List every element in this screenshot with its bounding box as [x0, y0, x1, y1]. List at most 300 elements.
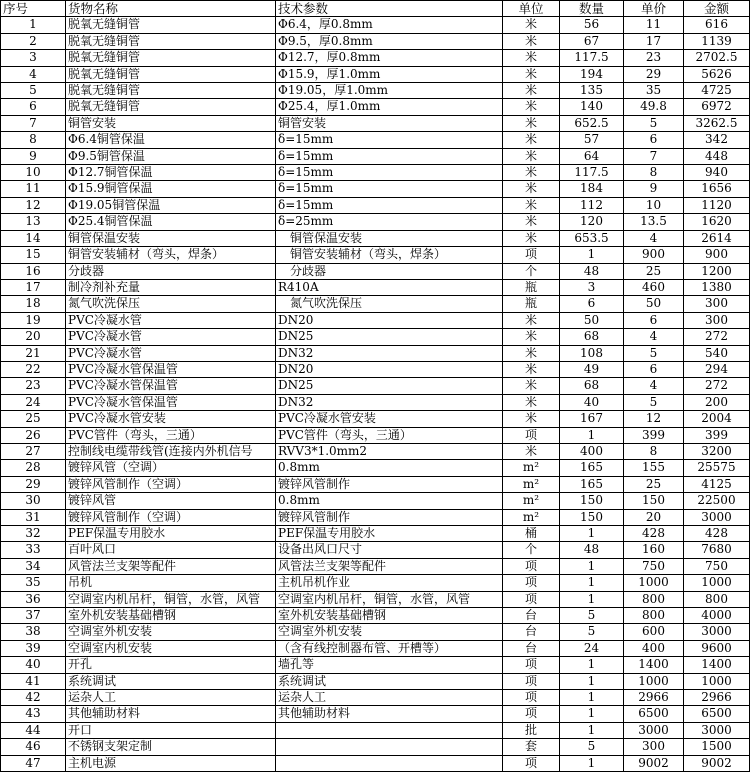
cell-unit: 项 [503, 657, 560, 673]
cell-spec: 0.8mm [276, 460, 503, 476]
cell-unit-price: 6 [624, 132, 684, 148]
cell-spec: 铜管安装辅材（弯头，焊条） [276, 247, 503, 263]
cell-quantity: 64 [560, 148, 624, 164]
cell-index: 31 [1, 509, 66, 525]
cell-spec: Φ6.4，厚0.8mm [276, 17, 503, 33]
cell-unit: m² [503, 476, 560, 492]
table-row [1, 673, 750, 689]
table-row [1, 378, 750, 394]
cell-index: 43 [1, 706, 66, 722]
cell-unit: 米 [503, 230, 560, 246]
cell-amount: 25575 [684, 460, 750, 476]
table-row [1, 66, 750, 82]
cell-item-name: 空调室内机安装 [66, 640, 276, 656]
cell-quantity: 150 [560, 493, 624, 509]
cell-amount: 9002 [684, 755, 750, 771]
cell-unit: 米 [503, 312, 560, 328]
cell-unit: 米 [503, 394, 560, 410]
cell-quantity: 5 [560, 624, 624, 640]
cell-index: 34 [1, 558, 66, 574]
table-row [1, 361, 750, 377]
cell-unit: 项 [503, 706, 560, 722]
cell-item-name: PVC冷凝水管保温管 [66, 394, 276, 410]
table-row [1, 279, 750, 295]
cell-quantity: 120 [560, 214, 624, 230]
table-row [1, 296, 750, 312]
cell-spec: 其他辅助材料 [276, 706, 503, 722]
cell-item-name: 制冷剂补充量 [66, 279, 276, 295]
cell-unit: m² [503, 493, 560, 509]
header-unit-price: 单价 [624, 1, 684, 17]
cell-index: 9 [1, 148, 66, 164]
cell-item-name: PEF保温专用胶水 [66, 526, 276, 542]
cell-unit: 个 [503, 263, 560, 279]
cell-index: 30 [1, 493, 66, 509]
cell-unit: 米 [503, 411, 560, 427]
cell-unit: 台 [503, 608, 560, 624]
table-row [1, 181, 750, 197]
cell-item-name: 开口 [66, 722, 276, 738]
cell-unit-price: 9002 [624, 755, 684, 771]
cell-spec: DN25 [276, 378, 503, 394]
cell-unit-price: 6500 [624, 706, 684, 722]
cell-spec [276, 739, 503, 755]
cell-unit: 项 [503, 575, 560, 591]
cell-quantity: 1 [560, 657, 624, 673]
cell-unit: 台 [503, 640, 560, 656]
cell-amount: 2004 [684, 411, 750, 427]
cell-unit-price: 5 [624, 394, 684, 410]
table-row [1, 165, 750, 181]
table-row [1, 50, 750, 66]
table-row [1, 526, 750, 542]
cell-item-name: Φ19.05铜管保温 [66, 197, 276, 213]
cell-quantity: 1 [560, 575, 624, 591]
cell-index: 33 [1, 542, 66, 558]
cell-spec: Φ19.05，厚1.0mm [276, 83, 503, 99]
table-body [1, 17, 750, 772]
cell-spec: DN20 [276, 312, 503, 328]
cell-index: 10 [1, 165, 66, 181]
cell-item-name: 控制线电缆带线管(连接内外机信号 [66, 443, 276, 459]
cell-unit: 米 [503, 181, 560, 197]
cell-item-name: PVC冷凝水管 [66, 312, 276, 328]
cell-spec: 氮气吹洗保压 [276, 296, 503, 312]
cell-spec: DN32 [276, 345, 503, 361]
cell-index: 14 [1, 230, 66, 246]
cell-unit: 米 [503, 66, 560, 82]
cell-spec: R410A [276, 279, 503, 295]
table-row [1, 411, 750, 427]
cell-spec: 空调室外机安装 [276, 624, 503, 640]
cell-item-name: 脱氧无缝铜管 [66, 83, 276, 99]
cell-spec: PEF保温专用胶水 [276, 526, 503, 542]
cell-unit: 米 [503, 17, 560, 33]
cell-amount: 1200 [684, 263, 750, 279]
cell-index: 28 [1, 460, 66, 476]
table-row [1, 706, 750, 722]
cell-index: 19 [1, 312, 66, 328]
cell-amount: 1139 [684, 33, 750, 49]
cell-quantity: 184 [560, 181, 624, 197]
table-row [1, 460, 750, 476]
cell-amount: 300 [684, 296, 750, 312]
cell-spec: DN20 [276, 361, 503, 377]
cell-item-name: 空调室外机安装 [66, 624, 276, 640]
cell-unit: 米 [503, 83, 560, 99]
cell-index: 36 [1, 591, 66, 607]
cell-unit-price: 50 [624, 296, 684, 312]
cell-item-name: PVC冷凝水管保温管 [66, 378, 276, 394]
cell-index: 21 [1, 345, 66, 361]
cell-quantity: 1 [560, 706, 624, 722]
table-row [1, 558, 750, 574]
cell-spec: 墙孔等 [276, 657, 503, 673]
cell-spec: 设备出风口尺寸 [276, 542, 503, 558]
cell-item-name: PVC冷凝水管 [66, 329, 276, 345]
cell-amount: 3000 [684, 624, 750, 640]
cell-unit-price: 150 [624, 493, 684, 509]
cell-item-name: Φ6.4铜管保温 [66, 132, 276, 148]
cell-amount: 900 [684, 247, 750, 263]
cell-unit-price: 800 [624, 591, 684, 607]
cell-unit: 米 [503, 329, 560, 345]
cell-unit: 套 [503, 739, 560, 755]
cell-unit: 米 [503, 115, 560, 131]
cell-unit: 米 [503, 443, 560, 459]
cell-spec: PVC冷凝水管安装 [276, 411, 503, 427]
cell-item-name: 空调室内机吊杆，铜管，水管，风管 [66, 591, 276, 607]
cell-amount: 200 [684, 394, 750, 410]
cell-item-name: 脱氧无缝铜管 [66, 33, 276, 49]
cell-item-name: 不锈钢支架定制 [66, 739, 276, 755]
header-index: 序号 [1, 1, 66, 17]
cell-index: 27 [1, 443, 66, 459]
cell-unit: 项 [503, 755, 560, 771]
header-spec: 技术参数 [276, 1, 503, 17]
cell-index: 23 [1, 378, 66, 394]
cell-quantity: 1 [560, 427, 624, 443]
cell-index: 46 [1, 739, 66, 755]
cell-spec: PVC管件（弯头，三通） [276, 427, 503, 443]
cell-item-name: 铜管保温安装 [66, 230, 276, 246]
cell-unit-price: 13.5 [624, 214, 684, 230]
cell-spec: 主机吊机作业 [276, 575, 503, 591]
cell-unit: 桶 [503, 526, 560, 542]
cell-quantity: 167 [560, 411, 624, 427]
cell-index: 12 [1, 197, 66, 213]
cell-amount: 4000 [684, 608, 750, 624]
cell-unit-price: 23 [624, 50, 684, 66]
cell-item-name: 系统调试 [66, 673, 276, 689]
cell-quantity: 400 [560, 443, 624, 459]
cell-spec: Φ15.9，厚1.0mm [276, 66, 503, 82]
table-row [1, 197, 750, 213]
cell-unit-price: 1400 [624, 657, 684, 673]
cell-amount: 800 [684, 591, 750, 607]
table-row [1, 312, 750, 328]
cell-quantity: 117.5 [560, 50, 624, 66]
table-row [1, 493, 750, 509]
cell-amount: 3000 [684, 722, 750, 738]
table-row [1, 329, 750, 345]
cell-index: 2 [1, 33, 66, 49]
cell-unit-price: 300 [624, 739, 684, 755]
table-row [1, 148, 750, 164]
cell-unit-price: 6 [624, 361, 684, 377]
cell-unit: 台 [503, 624, 560, 640]
cell-unit: 项 [503, 247, 560, 263]
cell-spec: 系统调试 [276, 673, 503, 689]
cell-quantity: 68 [560, 329, 624, 345]
cell-unit: 米 [503, 99, 560, 115]
table-row [1, 591, 750, 607]
cell-item-name: 镀锌风管制作（空调） [66, 476, 276, 492]
cell-spec: δ=15mm [276, 132, 503, 148]
cell-item-name: 主机电源 [66, 755, 276, 771]
cell-unit: 瓶 [503, 279, 560, 295]
cell-unit-price: 9 [624, 181, 684, 197]
table-row [1, 509, 750, 525]
cell-item-name: 镀锌风管 [66, 493, 276, 509]
cell-unit-price: 428 [624, 526, 684, 542]
table-row [1, 755, 750, 771]
cell-unit: 项 [503, 427, 560, 443]
table-row [1, 476, 750, 492]
cell-unit-price: 4 [624, 230, 684, 246]
table-row [1, 443, 750, 459]
cell-unit-price: 399 [624, 427, 684, 443]
table-row [1, 17, 750, 33]
table-row [1, 83, 750, 99]
cell-item-name: 室外机安装基础槽钢 [66, 608, 276, 624]
cell-spec: 镀锌风管制作 [276, 476, 503, 492]
table-row [1, 99, 750, 115]
cell-unit: 米 [503, 165, 560, 181]
cell-spec: 分歧器 [276, 263, 503, 279]
cell-unit-price: 155 [624, 460, 684, 476]
cell-quantity: 140 [560, 99, 624, 115]
table-row [1, 640, 750, 656]
cell-amount: 4125 [684, 476, 750, 492]
cell-spec: 室外机安装基础槽钢 [276, 608, 503, 624]
cell-unit-price: 5 [624, 115, 684, 131]
cell-quantity: 1 [560, 591, 624, 607]
cell-unit: 米 [503, 214, 560, 230]
cell-unit: m² [503, 509, 560, 525]
cell-unit-price: 750 [624, 558, 684, 574]
cell-unit-price: 49.8 [624, 99, 684, 115]
cell-amount: 6500 [684, 706, 750, 722]
cell-amount: 1000 [684, 673, 750, 689]
table-header-row [1, 1, 750, 17]
cell-unit-price: 8 [624, 165, 684, 181]
cell-index: 24 [1, 394, 66, 410]
cell-item-name: 脱氧无缝铜管 [66, 66, 276, 82]
cell-quantity: 108 [560, 345, 624, 361]
cell-spec: δ=15mm [276, 197, 503, 213]
cell-unit-price: 460 [624, 279, 684, 295]
cell-index: 3 [1, 50, 66, 66]
cell-index: 1 [1, 17, 66, 33]
cell-amount: 1380 [684, 279, 750, 295]
cell-spec: （含有线控制器布管、开槽等） [276, 640, 503, 656]
cell-amount: 448 [684, 148, 750, 164]
cell-unit-price: 4 [624, 329, 684, 345]
cell-amount: 9600 [684, 640, 750, 656]
cell-spec: Φ25.4，厚1.0mm [276, 99, 503, 115]
cell-amount: 4725 [684, 83, 750, 99]
cell-quantity: 135 [560, 83, 624, 99]
header-amount: 金额 [684, 1, 750, 17]
cell-spec [276, 755, 503, 771]
cell-item-name: 氮气吹洗保压 [66, 296, 276, 312]
cell-spec: 镀锌风管制作 [276, 509, 503, 525]
cell-amount: 1400 [684, 657, 750, 673]
cell-quantity: 1 [560, 673, 624, 689]
table-row [1, 542, 750, 558]
cell-item-name: PVC冷凝水管保温管 [66, 361, 276, 377]
cell-unit: 米 [503, 361, 560, 377]
cell-quantity: 1 [560, 722, 624, 738]
cell-item-name: 脱氧无缝铜管 [66, 99, 276, 115]
cell-unit-price: 3000 [624, 722, 684, 738]
cell-item-name: PVC冷凝水管安装 [66, 411, 276, 427]
cell-amount: 7680 [684, 542, 750, 558]
cell-unit: 项 [503, 591, 560, 607]
cell-index: 38 [1, 624, 66, 640]
cell-unit-price: 11 [624, 17, 684, 33]
cell-item-name: 镀锌风管（空调） [66, 460, 276, 476]
cell-item-name: Φ15.9铜管保温 [66, 181, 276, 197]
cell-unit-price: 25 [624, 263, 684, 279]
cell-amount: 2966 [684, 690, 750, 706]
cell-item-name: Φ9.5铜管保温 [66, 148, 276, 164]
cell-unit-price: 600 [624, 624, 684, 640]
cell-item-name: 脱氧无缝铜管 [66, 50, 276, 66]
cell-quantity: 5 [560, 739, 624, 755]
cell-spec: 空调室内机吊杆，铜管，水管，风管 [276, 591, 503, 607]
cell-index: 4 [1, 66, 66, 82]
cell-unit: 米 [503, 33, 560, 49]
cell-unit-price: 900 [624, 247, 684, 263]
table-row [1, 690, 750, 706]
cell-spec: Φ12.7，厚0.8mm [276, 50, 503, 66]
cell-index: 13 [1, 214, 66, 230]
cell-quantity: 1 [560, 755, 624, 771]
cell-unit-price: 1000 [624, 575, 684, 591]
cell-unit-price: 25 [624, 476, 684, 492]
cell-unit: 个 [503, 542, 560, 558]
cell-unit-price: 4 [624, 378, 684, 394]
cell-amount: 5626 [684, 66, 750, 82]
cell-unit: 米 [503, 132, 560, 148]
cell-spec: δ=25mm [276, 214, 503, 230]
cell-quantity: 5 [560, 608, 624, 624]
cell-item-name: 百叶风口 [66, 542, 276, 558]
cell-quantity: 112 [560, 197, 624, 213]
cell-index: 42 [1, 690, 66, 706]
cell-spec: 铜管保温安装 [276, 230, 503, 246]
cell-index: 35 [1, 575, 66, 591]
cell-amount: 272 [684, 329, 750, 345]
cell-quantity: 1 [560, 247, 624, 263]
cell-item-name: 吊机 [66, 575, 276, 591]
cell-spec: Φ9.5，厚0.8mm [276, 33, 503, 49]
cell-amount: 1000 [684, 575, 750, 591]
cell-spec: 风管法兰支架等配件 [276, 558, 503, 574]
table-row [1, 345, 750, 361]
cell-index: 18 [1, 296, 66, 312]
cell-spec: δ=15mm [276, 165, 503, 181]
cell-index: 22 [1, 361, 66, 377]
table-row [1, 575, 750, 591]
cell-unit-price: 6 [624, 312, 684, 328]
cell-index: 40 [1, 657, 66, 673]
cell-quantity: 1 [560, 526, 624, 542]
cell-unit-price: 8 [624, 443, 684, 459]
cell-quantity: 56 [560, 17, 624, 33]
cell-unit: 批 [503, 722, 560, 738]
cell-index: 6 [1, 99, 66, 115]
cell-quantity: 165 [560, 476, 624, 492]
cell-amount: 6972 [684, 99, 750, 115]
cell-amount: 1656 [684, 181, 750, 197]
cell-quantity: 165 [560, 460, 624, 476]
cell-index: 44 [1, 722, 66, 738]
cell-amount: 428 [684, 526, 750, 542]
table-row [1, 230, 750, 246]
cell-amount: 22500 [684, 493, 750, 509]
cell-amount: 294 [684, 361, 750, 377]
cell-amount: 342 [684, 132, 750, 148]
cell-spec: 铜管安装 [276, 115, 503, 131]
cell-quantity: 50 [560, 312, 624, 328]
cell-quantity: 67 [560, 33, 624, 49]
table-row [1, 247, 750, 263]
cell-quantity: 40 [560, 394, 624, 410]
cell-unit-price: 2966 [624, 690, 684, 706]
cell-unit-price: 1000 [624, 673, 684, 689]
header-unit: 单位 [503, 1, 560, 17]
cell-unit-price: 17 [624, 33, 684, 49]
cell-item-name: Φ12.7铜管保温 [66, 165, 276, 181]
cell-quantity: 57 [560, 132, 624, 148]
cell-unit: 米 [503, 345, 560, 361]
cell-spec: δ=15mm [276, 148, 503, 164]
cell-index: 41 [1, 673, 66, 689]
cell-unit: 米 [503, 378, 560, 394]
table-row [1, 115, 750, 131]
cell-unit: 米 [503, 148, 560, 164]
header-item-name: 货物名称 [66, 1, 276, 17]
cell-index: 16 [1, 263, 66, 279]
table-row [1, 739, 750, 755]
cell-quantity: 6 [560, 296, 624, 312]
table-row [1, 214, 750, 230]
cell-unit: 瓶 [503, 296, 560, 312]
cell-index: 26 [1, 427, 66, 443]
cell-item-name: PVC冷凝水管 [66, 345, 276, 361]
cell-index: 37 [1, 608, 66, 624]
table-row [1, 722, 750, 738]
cell-quantity: 24 [560, 640, 624, 656]
cell-amount: 1500 [684, 739, 750, 755]
cell-quantity: 49 [560, 361, 624, 377]
cell-amount: 616 [684, 17, 750, 33]
cell-unit-price: 160 [624, 542, 684, 558]
cell-unit-price: 800 [624, 608, 684, 624]
